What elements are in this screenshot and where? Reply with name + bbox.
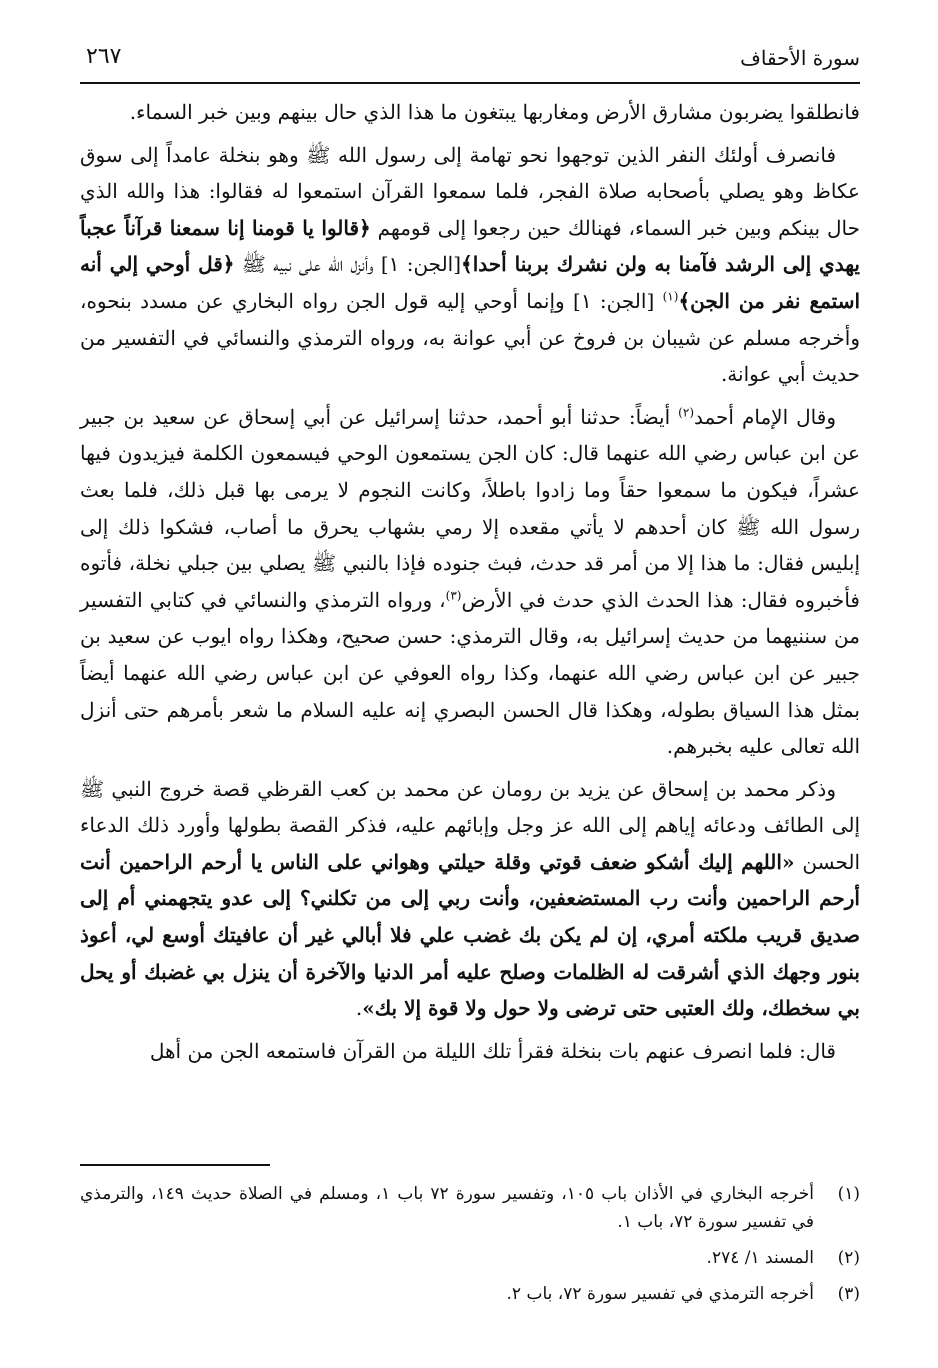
page-header <box>80 38 860 78</box>
paragraph-1-text: فانطلقوا يضربون مشارق الأرض ومغاربها يبتغون ما هذا الذي حال بينهم وبين خبر السماء. <box>129 100 860 124</box>
footnote-ref-1: (١) <box>662 289 679 304</box>
footnote-number: (٢) <box>837 1248 860 1268</box>
footnote-text: المسند ١/ ٢٧٤. <box>706 1248 814 1268</box>
footnote-item <box>80 1280 860 1308</box>
paragraph-5-text: قال: فلما انصرف عنهم بات بنخلة فقرأ تلك الليلة من القرآن فاستمعه الجن من أهل <box>149 1038 836 1063</box>
paragraph-2-text-b: [الجن: ١] وأنزل الله على نبيه ﷺ <box>234 252 462 277</box>
document-page <box>80 0 860 1368</box>
paragraph-3-text-c: ، ورواه الترمذي والنسائي في كتابي التفسير من سننيهما من حديث إسرائيل به، وقال الترمذي: حسن صحيح، وهكذا رواه ايوب عن سعيد بن جبير عن ابن عباس رضي الله عنهما، وكذا رواه العوفي عن ابن عباس رضي الله عنهما أيضاً بمثل هذا السياق بطوله، وهكذا قال الحسن البصري إنه عليه السلام ما شعر بأمرهم حتى أنزل الله تعالى عليه بخبرهم. <box>80 587 860 759</box>
footnote-item <box>80 1244 860 1272</box>
paragraph-5 <box>80 1033 860 1070</box>
quran-quote-2: ﴿قل أوحي إلي أنه استمع نفر من الجن﴾ <box>80 252 861 313</box>
footnote-text: أخرجه الترمذي في تفسير سورة ٧٢، باب ٢. <box>506 1284 814 1304</box>
page-number: ٢٦٧ <box>86 44 122 69</box>
surah-title: سورة الأحقاف <box>740 46 860 70</box>
header-rule <box>80 82 860 84</box>
dua-quote: «اللهم إليك أشكو ضعف قوتي وقلة حيلتي وهواني على الناس يا أرحم الراحمين أنت أرحم الراحمين وأنت رب المستضعفين، وأنت ربي إلى من تكلني؟ إلى عدو يتجهمني أم إلى صديق قريب ملكته أمري، إن لم يكن بك غضب علي فلا أبالي غير أن عافيتك أوسع لي، أعوذ بنور وجهك الذي أشرقت له الظلمات وصلح عليه أمر الدنيا والآخرة أن ينزل بي غضبك أو يحل بي سخطك، ولك العتبى حتى ترضى ولا حول ولا قوة إلا بك» <box>80 849 860 1021</box>
footnote-rule <box>80 1164 270 1166</box>
paragraph-3 <box>80 399 860 765</box>
footnote-number: (٣) <box>837 1284 860 1304</box>
paragraph-1 <box>80 94 860 131</box>
quran-quote-1: ﴿قالوا يا قومنا إنا سمعنا قرآناً عجباً يهدي إلى الرشد فآمنا به ولن نشرك بربنا أحدا﴾ <box>80 215 860 277</box>
footnote-number: (١) <box>837 1184 860 1204</box>
paragraph-2-text-c: [الجن: ١] وإنما أوحي إليه قول الجن رواه البخاري عن مسدد بنحوه، وأخرجه مسلم عن شيبان بن فروخ عن أبي عوانة به، ورواه الترمذي والنسائي في التفسير من حديث أبي عوانة. <box>80 288 860 387</box>
footnote-text: أخرجه البخاري في الأذان باب ١٠٥، وتفسير سورة ٧٢ باب ١، ومسلم في الصلاة حديث ١٤٩، والترمذي في تفسير سورة ٧٢، باب ١. <box>80 1184 814 1232</box>
paragraph-2 <box>80 137 860 393</box>
paragraph-4-text-a: وذكر محمد بن إسحاق عن يزيد بن رومان عن محمد بن كعب القرظي قصة خروج النبي ﷺ إلى الطائف ودعائه إياهم إلى الله عز وجل وإبائهم عليه، فذكر القصة بطولها وأورد ذلك الدعاء الحسن <box>80 776 861 874</box>
paragraph-3-text-a: وقال الإمام أحمد <box>694 404 836 429</box>
footnote-ref-3: (٣) <box>445 588 462 603</box>
footnote-ref-2: (٢) <box>678 405 694 420</box>
main-text <box>80 94 860 1075</box>
footnote-item <box>80 1180 860 1236</box>
paragraph-2-text-a: فانصرف أولئك النفر الذين توجهوا نحو تهامة إلى رسول الله ﷺ وهو بنخلة عامداً إلى سوق عكاظ وهو يصلي بأصحابه صلاة الفجر، فلما سمعوا القرآن استمعوا له فقالوا: هذا والله الذي حال بينكم وبين خبر السماء، فهنالك حين رجعوا إلى قومهم <box>80 142 860 240</box>
footnotes <box>80 1180 860 1316</box>
paragraph-4-end: . <box>355 996 363 1021</box>
paragraph-4 <box>80 771 860 1027</box>
paragraph-3-text-b: أيضاً: حدثنا أبو أحمد، حدثنا إسرائيل عن أبي إسحاق عن سعيد بن جبير عن ابن عباس رضي الله عنهما قال: كان الجن يستمعون الوحي فيسمعون الكلمة فيزيدون فيها عشراً، فيكون ما سمعوا حقاً وما زادوا باطلاً، وكانت النجوم لا يرمى بها قبل ذلك، فلما بعث رسول الله ﷺ كان أحدهم لا يأتي مقعده إلا رمي بشهاب يحرق ما أصاب، فشكوا ذلك إلى إبليس فقال: ما هذا إلا من أمر قد حدث، فبث جنوده فإذا بالنبي ﷺ يصلي بين جبلي نخلة، فأتوه فأخبروه فقال: هذا الحدث الذي حدث في الأرض <box>80 404 860 612</box>
